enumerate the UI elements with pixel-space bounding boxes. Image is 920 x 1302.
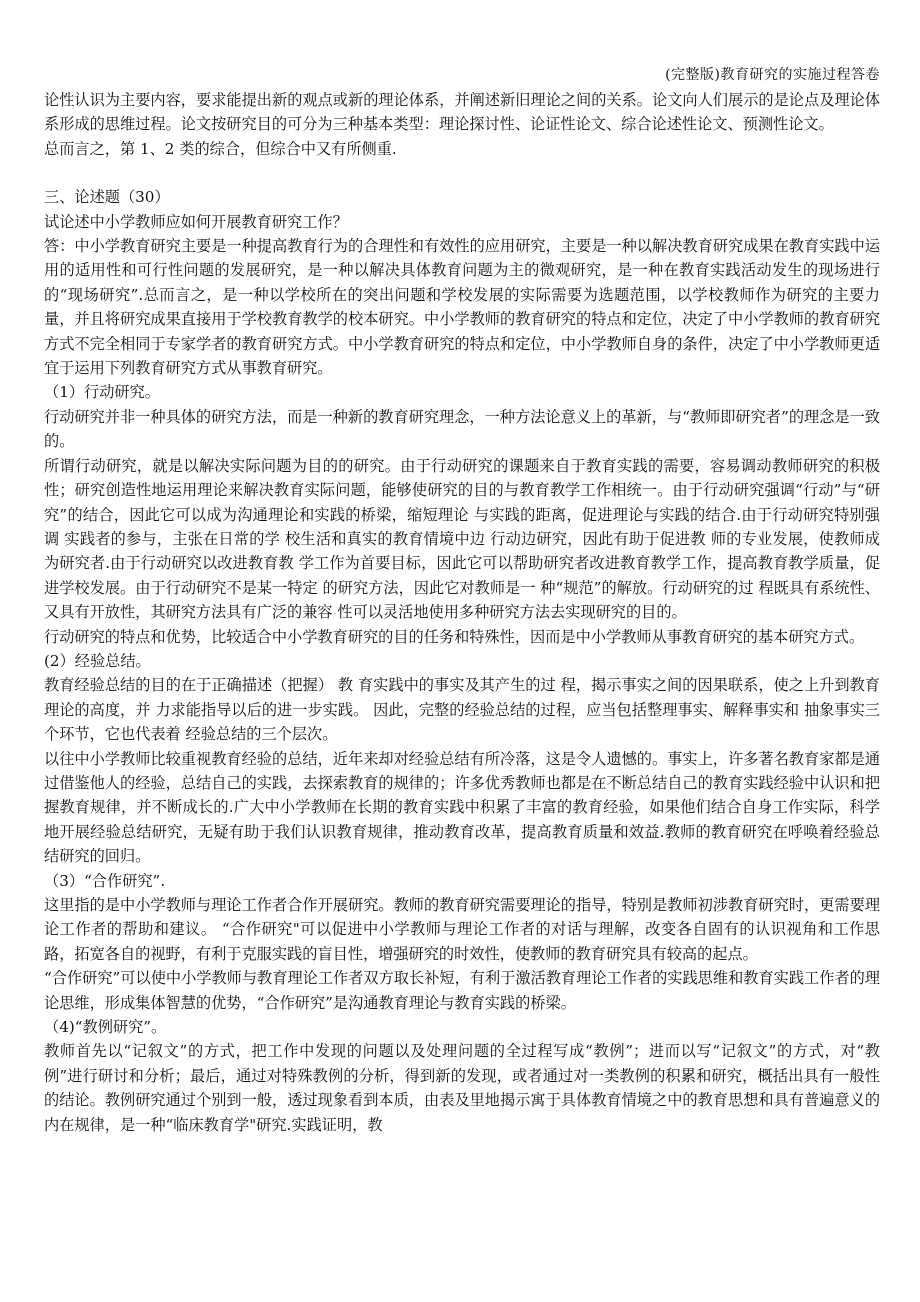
- paragraph: 这里指的是中小学教师与理论工作者合作开展研究。教师的教育研究需要理论的指导，特别是教师初涉教育研究时，更需要理论工作者的帮助和建议。 “合作研究"可以促进中小学教师与理论工作者的对话与理解，改变各自固有的认识视角和工作思路，拓宽各自的视野，有利于克服实践的盲目性，增强研究的时效性，使教师的教育研究具有较高的起点。: [44, 896, 880, 963]
- paragraph: 教育经验总结的目的在于正确描述（把握） 教 育实践中的事实及其产生的过 程，揭示事实之间的因果联系，使之上升到教育理论的高度，并 力求能指导以后的进一步实践。 因此，完整的经验总结的过程，应当包括整理事实、解释事实和 抽象事实三个环节，它也代表着 经验总结的三个层次。: [44, 676, 880, 744]
- paragraph: “合作研究”可以使中小学教师与教育理论工作者双方取长补短，有利于激活教育理论工作者的实践思维和教育实践工作者的理论思维，形成集体智慧的优势，“合作研究”是沟通教育理论与教育实践的桥梁。: [44, 969, 880, 1012]
- subheading: （3）“合作研究”.: [44, 871, 166, 890]
- section-heading: 三、论述题（30）: [44, 188, 170, 207]
- question: 试论述中小学教师应如何开展教育研究工作？: [44, 212, 348, 231]
- page-header: (完整版)教育研究的实施过程答卷: [665, 67, 880, 83]
- paragraph: 论性认识为主要内容，要求能提出新的观点或新的理论体系，并阐述新旧理论之间的关系。论文向人们展示的是论点及理论体系形成的思维过程。论文按研究目的可分为三种基本类型：理论探讨性、论证性论文、综合论述性论文、预测性论文。: [44, 91, 880, 134]
- paragraph: 行动研究的特点和优势，比较适合中小学教育研究的目的任务和特殊性，因而是中小学教师从事教育研究的基本研究方式。: [44, 627, 865, 646]
- subheading: (2）经验总结。: [44, 651, 151, 670]
- paragraph: 答：中小学教育研究主要是一种提高教育行为的合理性和有效性的应用研究，主要是一种以解决教育研究成果在教育实践中运用的适用性和可行性问题的发展研究，是一种以解决具体教育问题为主的微观研究，是一种在教育实践活动发生的现场进行的“现场研究”.总而言之，是一种以学校所在的突出问题和学校发展的实际需要为选题范围，以学校教师作为研究的主要力量，并且将研究成果直接用于学校教育教学的校本研究。中小学教师的教育研究的特点和定位，决定了中小学教师的教育研究方式不完全相同于专家学者的教育研究方式。中小学教育研究的特点和定位，中小学教师自身的条件，决定了中小学教师更适宜于运用下列教育研究方式从事教育研究。: [44, 237, 880, 378]
- subheading: （4)“教例研究”。: [44, 1018, 167, 1037]
- paragraph: 总而言之，第 1、2 类的综合，但综合中又有所侧重.: [44, 139, 397, 158]
- paragraph: 行动研究并非一种具体的研究方法，而是一种新的教育研究理念，一种方法论意义上的革新，与“教师即研究者”的理念是一致的。: [44, 407, 880, 451]
- paragraph: 教师首先以“记叙文”的方式，把工作中发现的问题以及处理问题的全过程写成“教例”；进而以写“记叙文”的方式，对“教例”进行研讨和分析；最后，通过对特殊教例的分析，得到新的发现，或者通过对一类教例的积累和研究，概括出具有一般性的结论。教例研究通过个别到一般，透过现象看到本质，由表及里地揭示寓于具体教育情境之中的教育思想和具有普遍意义的内在规律，是一种“临床教育学"研究.实践证明，教: [44, 1042, 880, 1134]
- blank-line: [44, 161, 880, 185]
- document-body: [44, 88, 880, 1137]
- subheading: （1）行动研究。: [44, 383, 160, 402]
- paragraph: 所谓行动研究，就是以解决实际问题为目的的研究。由于行动研究的课题来自于教育实践的需要，容易调动教师研究的积极性；研究创造性地运用理论来解决教育实际问题，能够使研究的目的与教育教学工作相统一。由于行动研究强调“行动”与“研究”的结合，因此它可以成为沟通理论和实践的桥梁，缩短理论 与实践的距离，促进理论与实践的结合.由于行动研究特别强调 实践者的参与，主张在日常的学 校生活和真实的教育情境中边 行动边研究，因此有助于促进教 师的专业发展，使教师成为研究者.由于行动研究以改进教育教 学工作为首要目标，因此它可以帮助研究者改进教育教学工作，提高教育教学质量，促进学校发展。由于行动研究不是某一特定 的研究方法，因此它对教师是一 种“规范”的解放。行动研究的过 程既具有系统性、又具有开放性，其研究方法具有广泛的兼容 性可以灵活地使用多种研究方法去实现研究的目的。: [44, 456, 880, 622]
- paragraph: 以往中小学教师比较重视教育经验的总结，近年来却对经验总结有所冷落，这是令人遗憾的。事实上，许多著名教育家都是通过借鉴他人的经验，总结自己的实践，去探索教育的规律的；许多优秀教师也都是在不断总结自己的教育实践经验中认识和把握教育规律，并不断成长的.广大中小学教师在长期的教育实践中积累了丰富的教育经验，如果他们结合自身工作实际，科学地开展经验总结研究，无疑有助于我们认识教育规律，推动教育改革，提高教育质量和效益.教师的教育研究在呼唤着经验总结研究的回归。: [44, 749, 880, 866]
